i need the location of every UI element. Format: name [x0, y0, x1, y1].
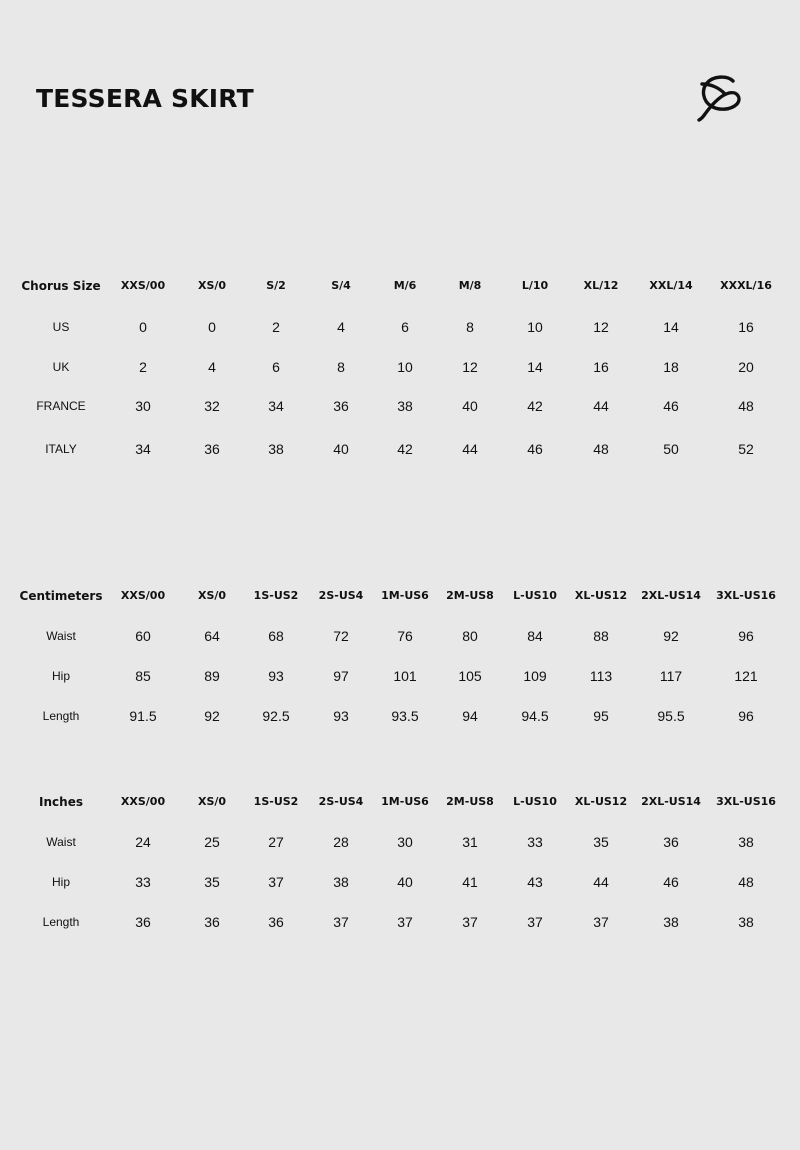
column-header: L-US10	[513, 589, 557, 602]
table-cell: 92.5	[262, 708, 290, 724]
table-cell: 44	[462, 441, 478, 457]
table-cell: 30	[397, 834, 413, 850]
table-cell: 46	[663, 398, 679, 414]
row-label: Length	[42, 709, 80, 723]
table-cell: 41	[462, 874, 478, 890]
header-row	[0, 792, 800, 812]
table-cell: 60	[135, 628, 151, 644]
table-cell: 96	[738, 628, 754, 644]
table-cell: 36	[333, 398, 349, 414]
table-cell: 36	[135, 914, 151, 930]
table-cell: 37	[333, 914, 349, 930]
table-cell: 10	[527, 319, 543, 335]
table-cell: 16	[593, 359, 609, 375]
table-row	[0, 706, 800, 726]
column-header: 1S-US2	[253, 795, 299, 808]
table-cell: 38	[333, 874, 349, 890]
table-cell: 50	[663, 441, 679, 457]
table-cell: 91.5	[129, 708, 157, 724]
table-cell: 121	[734, 668, 758, 684]
table-cell: 38	[738, 834, 754, 850]
column-header: M/8	[458, 279, 482, 292]
table-cell: 93	[333, 708, 349, 724]
table-row	[0, 439, 800, 459]
column-header: XXXL/16	[720, 279, 772, 292]
table-cell: 105	[458, 668, 482, 684]
column-header: 3XL-US16	[716, 589, 776, 602]
row-label: ITALY	[45, 442, 77, 456]
column-header: 3XL-US16	[716, 795, 776, 808]
table-cell: 33	[135, 874, 151, 890]
column-header: XS/0	[197, 279, 227, 292]
table-cell: 97	[333, 668, 349, 684]
table-cell: 43	[527, 874, 543, 890]
table-cell: 37	[397, 914, 413, 930]
table-cell: 31	[462, 834, 478, 850]
table-cell: 113	[589, 668, 613, 684]
table-cell: 36	[204, 914, 220, 930]
table-cell: 92	[204, 708, 220, 724]
column-header: XXS/00	[120, 589, 166, 602]
table-cell: 42	[527, 398, 543, 414]
table-cell: 46	[527, 441, 543, 457]
table-cell: 93	[268, 668, 284, 684]
table-cell: 35	[593, 834, 609, 850]
column-header: 2S-US4	[318, 589, 364, 602]
header-row	[0, 586, 800, 606]
table-cell: 14	[663, 319, 679, 335]
table-cell: 36	[204, 441, 220, 457]
table-cell: 93.5	[391, 708, 419, 724]
column-header: 2S-US4	[318, 795, 364, 808]
table-cell: 37	[268, 874, 284, 890]
table-cell: 92	[663, 628, 679, 644]
table-cell: 101	[393, 668, 417, 684]
table-cell: 8	[466, 319, 474, 335]
table-cell: 0	[208, 319, 216, 335]
table-cell: 30	[135, 398, 151, 414]
table-cell: 12	[593, 319, 609, 335]
row-label: Waist	[46, 629, 76, 643]
table-cell: 34	[135, 441, 151, 457]
table-cell: 14	[527, 359, 543, 375]
table-cell: 12	[462, 359, 478, 375]
row-label: US	[52, 320, 70, 334]
table-cell: 94.5	[521, 708, 549, 724]
column-header: 2M-US8	[446, 795, 494, 808]
column-header: M/6	[393, 279, 417, 292]
table-cell: 85	[135, 668, 151, 684]
column-header: S/4	[331, 279, 351, 292]
table-cell: 48	[593, 441, 609, 457]
table-cell: 94	[462, 708, 478, 724]
table-cell: 36	[268, 914, 284, 930]
table-cell: 96	[738, 708, 754, 724]
table-cell: 8	[337, 359, 345, 375]
column-header: XL-US12	[574, 795, 628, 808]
table-cell: 40	[333, 441, 349, 457]
table-cell: 16	[738, 319, 754, 335]
row-label: UK	[52, 360, 70, 374]
table-cell: 95.5	[657, 708, 685, 724]
table-cell: 2	[272, 319, 280, 335]
table-cell: 46	[663, 874, 679, 890]
table-cell: 10	[397, 359, 413, 375]
column-header: 1M-US6	[381, 589, 429, 602]
table-cell: 6	[272, 359, 280, 375]
table-cell: 28	[333, 834, 349, 850]
table-cell: 84	[527, 628, 543, 644]
table-cell: 0	[139, 319, 147, 335]
page-title: TESSERA SKIRT	[36, 84, 254, 113]
table-cell: 27	[268, 834, 284, 850]
table-cell: 44	[593, 398, 609, 414]
table-cell: 4	[208, 359, 216, 375]
table-cell: 72	[333, 628, 349, 644]
column-header: 2XL-US14	[641, 795, 701, 808]
row-label: FRANCE	[36, 399, 86, 413]
table-cell: 37	[527, 914, 543, 930]
column-header: 1M-US6	[381, 795, 429, 808]
chorus-c-logo-icon	[697, 74, 743, 122]
table-cell: 40	[462, 398, 478, 414]
table-row	[0, 832, 800, 852]
table-cell: 38	[663, 914, 679, 930]
table-cell: 2	[139, 359, 147, 375]
table-label: Chorus Size	[21, 279, 101, 293]
table-cell: 37	[593, 914, 609, 930]
table-cell: 42	[397, 441, 413, 457]
table-cell: 76	[397, 628, 413, 644]
table-cell: 68	[268, 628, 284, 644]
table-row	[0, 666, 800, 686]
table-cell: 48	[738, 874, 754, 890]
table-cell: 38	[268, 441, 284, 457]
table-cell: 88	[593, 628, 609, 644]
table-cell: 37	[462, 914, 478, 930]
column-header: XXS/00	[120, 279, 166, 292]
table-cell: 33	[527, 834, 543, 850]
table-cell: 6	[401, 319, 409, 335]
table-row	[0, 626, 800, 646]
table-cell: 80	[462, 628, 478, 644]
column-header: XXL/14	[649, 279, 693, 292]
table-row	[0, 912, 800, 932]
table-cell: 64	[204, 628, 220, 644]
column-header: 2XL-US14	[641, 589, 701, 602]
column-header: XXS/00	[120, 795, 166, 808]
table-cell: 4	[337, 319, 345, 335]
table-cell: 18	[663, 359, 679, 375]
table-cell: 117	[659, 668, 683, 684]
table-row	[0, 396, 800, 416]
column-header: L-US10	[513, 795, 557, 808]
table-row	[0, 317, 800, 337]
table-label: Inches	[39, 795, 83, 809]
column-header: XL/12	[583, 279, 619, 292]
table-cell: 44	[593, 874, 609, 890]
column-header: 1S-US2	[253, 589, 299, 602]
column-header: L/10	[521, 279, 549, 292]
table-cell: 48	[738, 398, 754, 414]
table-cell: 36	[663, 834, 679, 850]
table-cell: 38	[738, 914, 754, 930]
column-header: XL-US12	[574, 589, 628, 602]
column-header: 2M-US8	[446, 589, 494, 602]
table-cell: 109	[523, 668, 547, 684]
table-label: Centimeters	[19, 589, 103, 603]
table-cell: 35	[204, 874, 220, 890]
table-cell: 95	[593, 708, 609, 724]
header-row	[0, 276, 800, 296]
row-label: Hip	[51, 875, 71, 889]
column-header: S/2	[266, 279, 286, 292]
row-label: Waist	[46, 835, 76, 849]
table-cell: 32	[204, 398, 220, 414]
table-cell: 89	[204, 668, 220, 684]
column-header: XS/0	[197, 589, 227, 602]
table-cell: 24	[135, 834, 151, 850]
table-cell: 25	[204, 834, 220, 850]
table-cell: 40	[397, 874, 413, 890]
table-row	[0, 357, 800, 377]
column-header: XS/0	[197, 795, 227, 808]
table-cell: 38	[397, 398, 413, 414]
table-cell: 20	[738, 359, 754, 375]
table-cell: 52	[738, 441, 754, 457]
row-label: Length	[42, 915, 80, 929]
row-label: Hip	[51, 669, 71, 683]
table-row	[0, 872, 800, 892]
table-cell: 34	[268, 398, 284, 414]
